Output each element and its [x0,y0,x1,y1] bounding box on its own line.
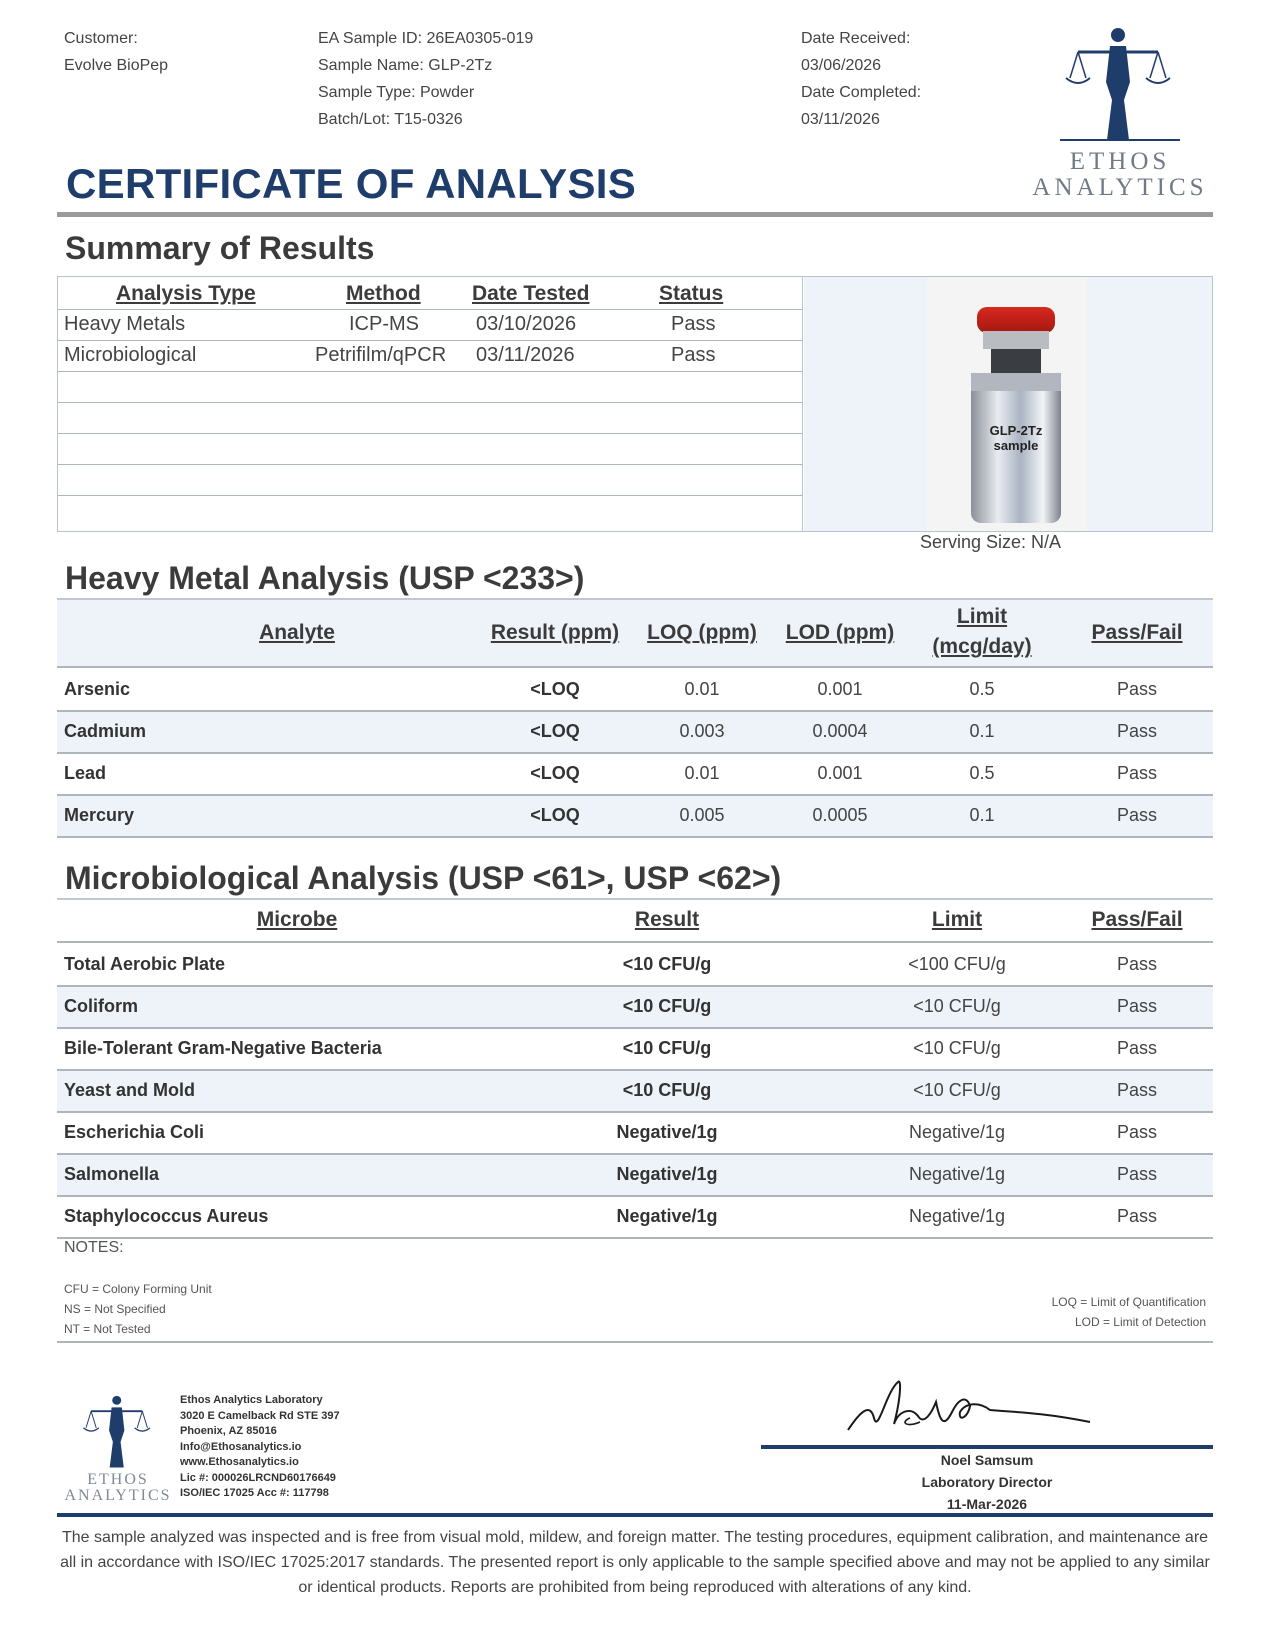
summary-row-empty [58,465,803,496]
sample-info-block [318,25,533,133]
analyte-name: Arsenic [64,679,131,699]
microbe-limit: Negative/1g [908,1164,1006,1184]
summary-type: Microbiological [64,344,197,366]
vial-label-line2: sample [993,438,1039,453]
col-method: Method [346,282,421,305]
disclaimer-text: The sample analyzed was inspected and is free from visual mold, mildew, and foreign matter. The testing procedures, equipment calibration, and maintenance are all in accordance with ISO/IEC 17025:2017 standards. The presented report is only applicable to the sample specified above and may not be applied to any similar or identical products. Reports are prohibited from being reproduced with alterations of any kind. [60,1529,1210,1596]
micro-heading: Microbiological Analysis (USP <61>, USP <62>) [65,860,782,896]
serving-size: Serving Size: N/A [920,532,1062,552]
microbe-result: <10 CFU/g [622,954,712,974]
sample-id: EA Sample ID: 26EA0305-019 [318,30,534,47]
col-limit: Limit [956,605,1008,628]
lab-website: www.Ethosanalytics.io [180,1456,299,1468]
summary-date: 03/10/2026 [476,313,577,335]
summary-method: ICP-MS [349,313,419,335]
analyte-name: Cadmium [64,721,147,741]
summary-type: Heavy Metals [64,313,186,335]
dates-block [801,25,921,133]
signer-block [761,1449,1213,1515]
heavy-metal-header-row [57,600,1213,668]
heavy-metal-row [57,796,1213,838]
summary-row [58,341,803,372]
logo-text-analytics: ANALYTICS [1032,174,1208,201]
microbe-limit: <10 CFU/g [913,1080,1001,1100]
microbe-name: Coliform [64,996,138,1016]
lab-address [180,1393,340,1502]
summary-heading: Summary of Results [65,230,375,266]
analyte-limit: 0.1 [969,805,995,825]
analyte-pass-fail: Pass [1116,805,1158,825]
microbe-row [57,1113,1213,1155]
analyte-pass-fail: Pass [1116,763,1158,783]
summary-status: Pass [671,344,716,366]
sample-vial-photo [927,277,1087,531]
footer-scales-icon [58,1392,178,1472]
col-date-tested: Date Tested [472,282,590,305]
microbe-row [57,1155,1213,1197]
analyte-result: <LOQ [530,721,580,741]
microbe-result: <10 CFU/g [622,1038,712,1058]
lab-email: Info@Ethosanalytics.io [180,1440,302,1453]
col-limit-unit: (mcg/day) [932,635,1032,658]
footer-divider [57,1513,1213,1517]
summary-status: Pass [671,313,716,335]
microbe-limit: <100 CFU/g [908,954,1006,974]
col-lod: LOD (ppm) [785,621,895,644]
notes-right [1052,1292,1206,1332]
note-nt: NT = Not Tested [64,1322,151,1336]
analyte-lod: 0.0004 [812,721,868,741]
scales-of-justice-icon [1030,22,1210,147]
heavy-metal-row [57,754,1213,796]
analyte-pass-fail: Pass [1116,679,1158,699]
col-loq: LOQ (ppm) [647,621,757,644]
analyte-limit: 0.1 [969,721,995,741]
note-cfu: CFU = Colony Forming Unit [64,1282,212,1296]
col-status: Status [659,282,724,305]
notes-divider [57,1341,1213,1343]
microbe-pass-fail: Pass [1116,1206,1158,1226]
ethos-logo [1030,22,1210,207]
analyte-name: Lead [64,763,107,783]
microbe-row [57,945,1213,987]
lab-name: Ethos Analytics Laboratory [180,1394,323,1406]
signature-image [840,1372,1100,1442]
analyte-limit: 0.5 [969,763,995,783]
microbe-result: Negative/1g [616,1122,718,1142]
analyte-loq: 0.005 [679,805,725,825]
batch-lot: Batch/Lot: T15-0326 [318,111,463,128]
microbe-name: Staphylococcus Aureus [64,1206,269,1226]
summary-date: 03/11/2026 [476,344,575,366]
analyte-loq: 0.01 [684,763,720,783]
analyte-pass-fail: Pass [1116,721,1158,741]
microbe-row [57,1071,1213,1113]
col-micro-pass-fail: Pass/Fail [1091,908,1183,931]
date-received-label: Date Received: [801,30,911,47]
col-analyte: Analyte [259,621,335,644]
notes-label: NOTES: [64,1239,124,1256]
microbe-result: <10 CFU/g [622,996,712,1016]
microbe-result: Negative/1g [616,1206,718,1226]
heavy-metal-row [57,712,1213,754]
summary-table [57,276,1213,532]
summary-row-empty [58,434,803,465]
col-pass-fail: Pass/Fail [1091,621,1183,644]
microbe-name: Escherichia Coli [64,1122,205,1142]
vial-image [927,277,1087,531]
footer-logo-ethos: ETHOS [87,1471,149,1488]
sample-name: Sample Name: GLP-2Tz [318,57,493,74]
analyte-name: Mercury [64,805,135,825]
microbe-pass-fail: Pass [1116,954,1158,974]
microbe-limit: <10 CFU/g [913,1038,1001,1058]
analyte-loq: 0.01 [684,679,720,699]
analyte-loq: 0.003 [679,721,725,741]
date-received: 03/06/2026 [801,57,882,74]
microbe-name: Total Aerobic Plate [64,954,226,974]
footer-logo-analytics: ANALYTICS [64,1487,172,1504]
analyte-result: <LOQ [530,763,580,783]
sample-photo-panel [804,277,1212,531]
notes-left [64,1279,212,1339]
microbe-pass-fail: Pass [1116,996,1158,1016]
summary-row-empty [58,496,803,527]
note-lod: LOD = Limit of Detection [1074,1315,1206,1329]
microbe-pass-fail: Pass [1116,1038,1158,1058]
microbe-limit: Negative/1g [908,1206,1006,1226]
microbe-result: <10 CFU/g [622,1080,712,1100]
col-micro-result: Result [634,908,700,931]
lab-license: Lic #: 000026LRCND60176649 [180,1471,336,1484]
microbe-name: Bile-Tolerant Gram-Negative Bacteria [64,1038,382,1058]
analyte-limit: 0.5 [969,679,995,699]
customer-name: Evolve BioPep [64,57,169,74]
analyte-lod: 0.0005 [812,805,868,825]
sample-type: Sample Type: Powder [318,84,475,101]
analyte-lod: 0.001 [817,679,863,699]
footer-logo [58,1392,178,1507]
sign-date: 11-Mar-2026 [946,1496,1028,1512]
summary-row-empty [58,403,803,434]
signer-name: Noel Samsum [940,1452,1034,1468]
microbe-limit: <10 CFU/g [913,996,1001,1016]
col-analysis-type: Analysis Type [116,282,256,305]
customer-label: Customer: [64,30,138,47]
lab-city: Phoenix, AZ 85016 [180,1425,277,1437]
lab-iso: ISO/IEC 17025 Acc #: 117798 [180,1487,329,1499]
microbe-row [57,987,1213,1029]
microbe-pass-fail: Pass [1116,1080,1158,1100]
summary-row [58,310,803,341]
logo-text-ethos: ETHOS [1069,148,1171,175]
note-ns: NS = Not Specified [64,1302,166,1316]
microbe-result: Negative/1g [616,1164,718,1184]
summary-row-empty [58,372,803,403]
summary-method: Petrifilm/qPCR [315,344,447,366]
page-title: CERTIFICATE OF ANALYSIS [66,160,637,207]
title-divider [57,212,1213,217]
analyte-lod: 0.001 [817,763,863,783]
date-completed: 03/11/2026 [801,111,880,128]
summary-results-table [58,277,803,531]
microbe-pass-fail: Pass [1116,1164,1158,1184]
microbe-limit: Negative/1g [908,1122,1006,1142]
col-result-ppm: Result (ppm) [490,621,620,644]
date-completed-label: Date Completed: [801,84,922,101]
microbe-name: Salmonella [64,1164,160,1184]
analyte-result: <LOQ [530,679,580,699]
microbe-row [57,1029,1213,1071]
customer-block [64,25,168,79]
microbe-pass-fail: Pass [1116,1122,1158,1142]
micro-header-row [57,900,1213,943]
lab-street: 3020 E Camelback Rd STE 397 [180,1409,340,1422]
note-loq: LOQ = Limit of Quantification [1051,1295,1206,1309]
col-microbe: Microbe [256,908,338,931]
heavy-metal-heading: Heavy Metal Analysis (USP <233>) [65,560,585,596]
vial-label-line1: GLP-2Tz [989,423,1043,438]
heavy-metal-row [57,670,1213,712]
microbe-row [57,1197,1213,1239]
signer-title: Laboratory Director [921,1474,1053,1490]
analyte-result: <LOQ [530,805,580,825]
microbe-name: Yeast and Mold [64,1080,196,1100]
col-micro-limit: Limit [931,908,983,931]
